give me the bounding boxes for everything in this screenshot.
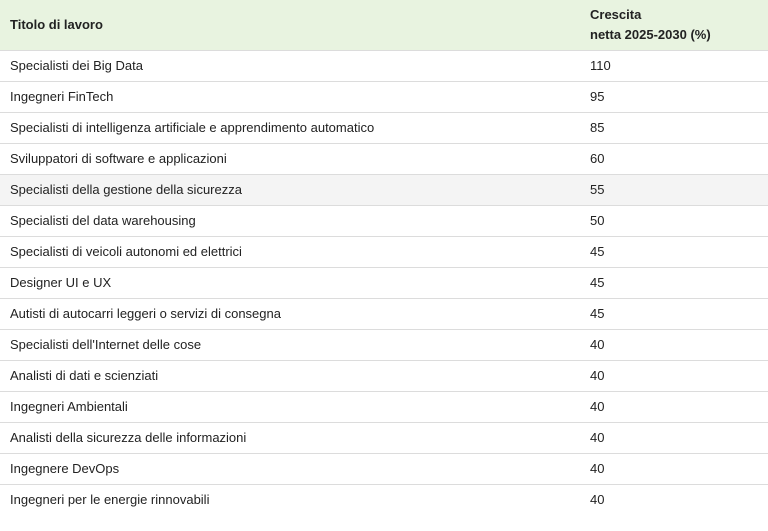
- table-row: [0, 391, 768, 422]
- job-title-cell: Ingegneri FinTech: [10, 89, 114, 104]
- table-row: [0, 360, 768, 391]
- table-row: [0, 174, 768, 205]
- header-growth: [580, 0, 768, 50]
- table-header: [0, 0, 768, 50]
- table-row: [0, 484, 768, 515]
- header-row: [0, 0, 768, 50]
- growth-cell: 40: [590, 430, 605, 445]
- table-row: [0, 112, 768, 143]
- job-title-cell: Specialisti dell'Internet delle cose: [10, 337, 202, 352]
- job-title-cell: Ingegneri per le energie rinnovabili: [10, 492, 210, 508]
- table-row: [0, 453, 768, 484]
- table-row: [0, 236, 768, 267]
- table-row: [0, 205, 768, 236]
- job-title-cell: Analisti di dati e scienziati: [10, 368, 159, 383]
- job-title-cell: Autisti di autocarri leggeri o servizi di consegna: [10, 306, 281, 321]
- table-row: [0, 329, 768, 360]
- table-row: [0, 298, 768, 329]
- table-body: [0, 50, 768, 515]
- growth-cell: 40: [590, 461, 605, 476]
- growth-cell: 40: [590, 337, 605, 352]
- growth-cell: 45: [590, 306, 605, 321]
- job-title-cell: Analisti della sicurezza delle informazioni: [10, 430, 247, 445]
- growth-cell: 40: [590, 399, 605, 414]
- table-row: [0, 422, 768, 453]
- header-growth-line2: netta 2025-2030 (%): [590, 26, 711, 42]
- growth-cell: 85: [590, 120, 605, 135]
- growth-cell: 95: [590, 89, 605, 104]
- job-title-cell: Specialisti di intelligenza artificiale e apprendimento automatico: [10, 120, 375, 135]
- table-row: [0, 143, 768, 174]
- job-title-cell: Specialisti dei Big Data: [10, 58, 143, 73]
- table-row: [0, 50, 768, 81]
- job-title-cell: Designer UI e UX: [10, 275, 112, 290]
- header-job-title: Titolo di lavoro: [10, 16, 103, 32]
- job-title-cell: Ingegneri Ambientali: [10, 399, 128, 414]
- table-row: [0, 267, 768, 298]
- growth-cell: 45: [590, 244, 605, 259]
- growth-cell: 50: [590, 213, 605, 228]
- growth-cell: 60: [590, 151, 605, 166]
- growth-cell: 55: [590, 182, 605, 197]
- job-title-cell: Ingegnere DevOps: [10, 461, 120, 476]
- header-growth-line1: Crescita: [590, 6, 642, 22]
- job-title-cell: Specialisti del data warehousing: [10, 213, 196, 228]
- job-title-cell: Specialisti della gestione della sicurezza: [10, 182, 242, 197]
- growth-cell: 45: [590, 275, 605, 290]
- job-title-cell: Sviluppatori di software e applicazioni: [10, 151, 227, 166]
- growth-cell: 40: [590, 492, 605, 508]
- job-title-cell: Specialisti di veicoli autonomi ed elettrici: [10, 244, 242, 259]
- growth-cell: 110: [590, 58, 611, 73]
- table-row: [0, 81, 768, 112]
- growth-cell: 40: [590, 368, 605, 383]
